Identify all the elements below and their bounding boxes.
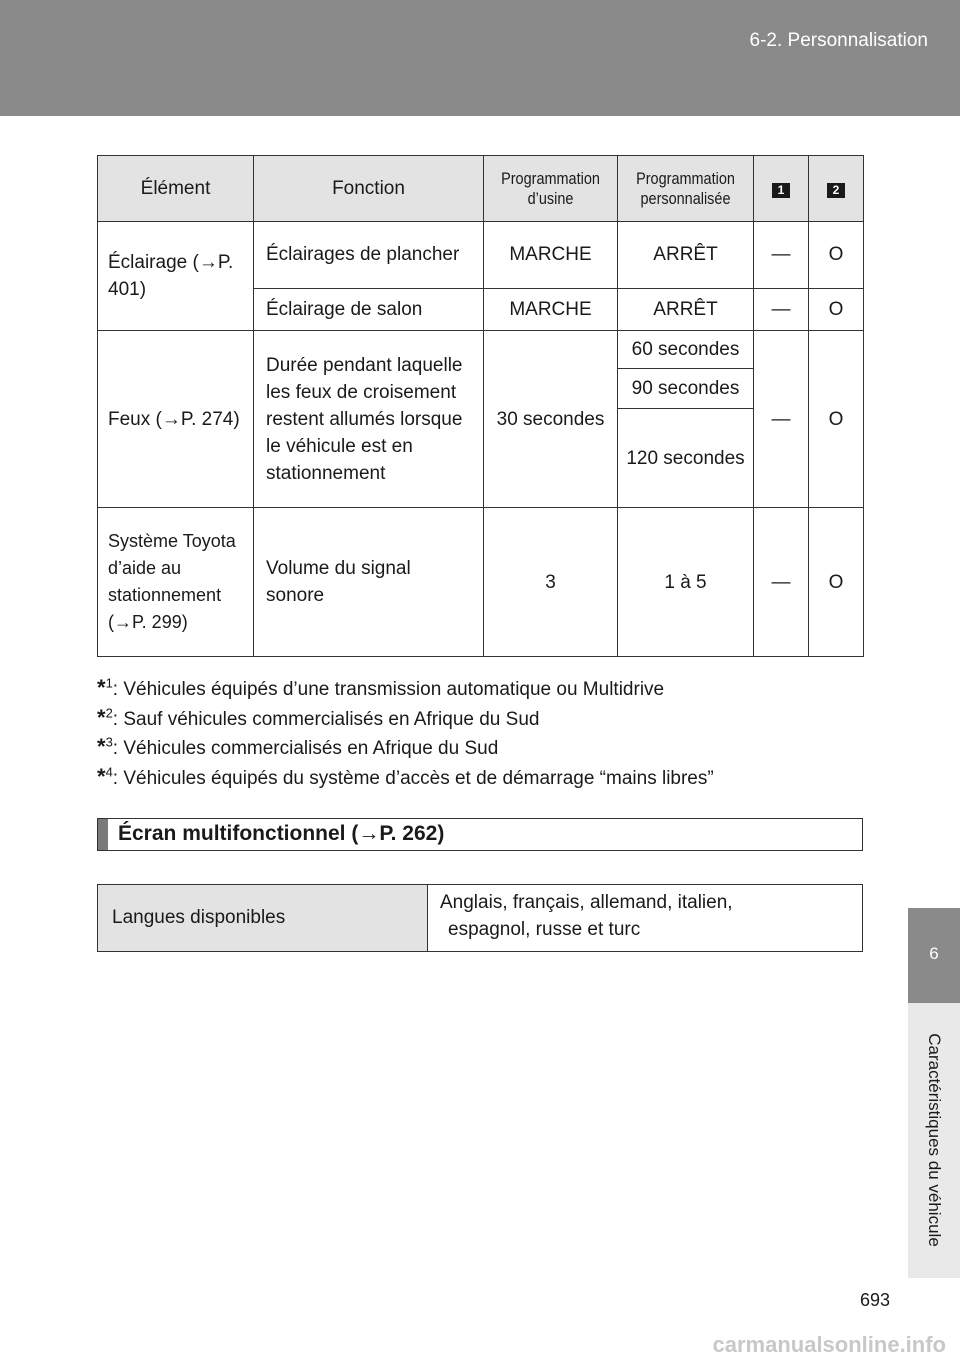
custom-cell: 60 secondes bbox=[618, 330, 754, 368]
custom-cell: 90 secondes bbox=[618, 368, 754, 408]
header-factory-line1: Programmation bbox=[501, 168, 600, 188]
function-cell: Volume du signal sonore bbox=[254, 508, 484, 657]
col1-cell: — bbox=[754, 330, 809, 508]
page-number: 693 bbox=[859, 1290, 890, 1310]
header-col1 bbox=[754, 156, 809, 222]
col2-cell: O bbox=[809, 508, 864, 657]
section-heading-text: Écran multifonctionnel (→P. 262) bbox=[118, 822, 445, 845]
footnote: *$^4$: Véhicules équipés du système d’accès et de démarrage “mains libres” bbox=[97, 763, 714, 789]
col1-cell: — bbox=[754, 222, 809, 288]
footnote-number: 3 bbox=[105, 734, 113, 750]
function-cell: Éclairages de plancher bbox=[254, 222, 484, 288]
chapter-number: 6 bbox=[929, 944, 939, 963]
header-custom-line2: personnalisée bbox=[640, 188, 731, 208]
table-row bbox=[98, 508, 864, 657]
footnote-text: : Véhicules équipés du système d’accès et de démarrage “mains libres” bbox=[112, 767, 714, 789]
footnote: *$^3$: Véhicules commercialisés en Afrique du Sud bbox=[97, 734, 499, 759]
table-row bbox=[98, 885, 863, 952]
header-factory-line2: d’usine bbox=[527, 188, 574, 208]
heading-marker bbox=[98, 819, 108, 850]
footnote-number: 1 bbox=[105, 675, 113, 691]
footnotes bbox=[97, 674, 714, 792]
section-title: 6-2. Personnalisation bbox=[749, 30, 928, 51]
footnote-text: : Sauf véhicules commercialisés en Afrique du Sud bbox=[112, 708, 540, 730]
languages-label: Langues disponibles bbox=[98, 885, 428, 952]
footnote: *$^1$: Véhicules équipés d’une transmission automatique ou Multidrive bbox=[97, 675, 665, 700]
factory-cell: MARCHE bbox=[484, 222, 618, 288]
table-row bbox=[98, 222, 864, 288]
col2-cell: O bbox=[809, 222, 864, 288]
section-heading bbox=[97, 818, 863, 851]
header-element: Élément bbox=[98, 156, 254, 222]
table-header-row bbox=[98, 156, 864, 222]
custom-cell: ARRÊT bbox=[618, 288, 754, 330]
header-function: Fonction bbox=[254, 156, 484, 222]
header-bar bbox=[0, 0, 960, 116]
footnote-number: 4 bbox=[105, 764, 113, 780]
header-col2 bbox=[809, 156, 864, 222]
table-row bbox=[98, 330, 864, 368]
col2-cell: O bbox=[809, 330, 864, 508]
header-custom bbox=[618, 156, 754, 222]
languages-value-line1: Anglais, français, allemand, italien, bbox=[440, 892, 733, 913]
languages-value-line2: espagnol, russe et turc bbox=[448, 919, 641, 940]
footnote-number: 2 bbox=[105, 705, 113, 721]
custom-cell: ARRÊT bbox=[618, 222, 754, 288]
factory-cell: 30 secondes bbox=[484, 330, 618, 508]
custom-cell: 120 secondes bbox=[618, 408, 754, 507]
footnote-text: : Véhicules équipés d’une transmission automatique ou Multidrive bbox=[112, 679, 665, 700]
element-cell: Éclairage (→P. 401) bbox=[98, 222, 254, 330]
number-badge-1: 1 bbox=[772, 183, 790, 198]
col1-cell: — bbox=[754, 288, 809, 330]
languages-value bbox=[428, 885, 863, 952]
footnote-text: : Véhicules commercialisés en Afrique du Sud bbox=[112, 738, 499, 759]
function-cell: Éclairage de salon bbox=[254, 288, 484, 330]
languages-table bbox=[97, 884, 863, 952]
factory-cell: MARCHE bbox=[484, 288, 618, 330]
element-cell: Feux (→P. 274) bbox=[98, 330, 254, 508]
chapter-label: Caractéristiques du véhicule bbox=[925, 1033, 944, 1247]
watermark[interactable]: carmanualsonline.info bbox=[712, 1332, 946, 1357]
header-factory bbox=[484, 156, 618, 222]
header-custom-line1: Programmation bbox=[636, 168, 735, 188]
customization-table bbox=[97, 155, 864, 657]
element-cell: Système Toyota d’aide au stationnement (→P. 299) bbox=[98, 508, 254, 657]
col1-cell: — bbox=[754, 508, 809, 657]
function-cell: Durée pendant laquelle les feux de croisement restent allumés lorsque le véhicule est en stationnement bbox=[254, 330, 484, 508]
number-badge-2: 2 bbox=[827, 183, 845, 198]
custom-cell: 1 à 5 bbox=[618, 508, 754, 657]
col2-cell: O bbox=[809, 288, 864, 330]
factory-cell: 3 bbox=[484, 508, 618, 657]
footnote: *$^2$: Sauf véhicules commercialisés en Afrique du Sud bbox=[97, 704, 540, 730]
